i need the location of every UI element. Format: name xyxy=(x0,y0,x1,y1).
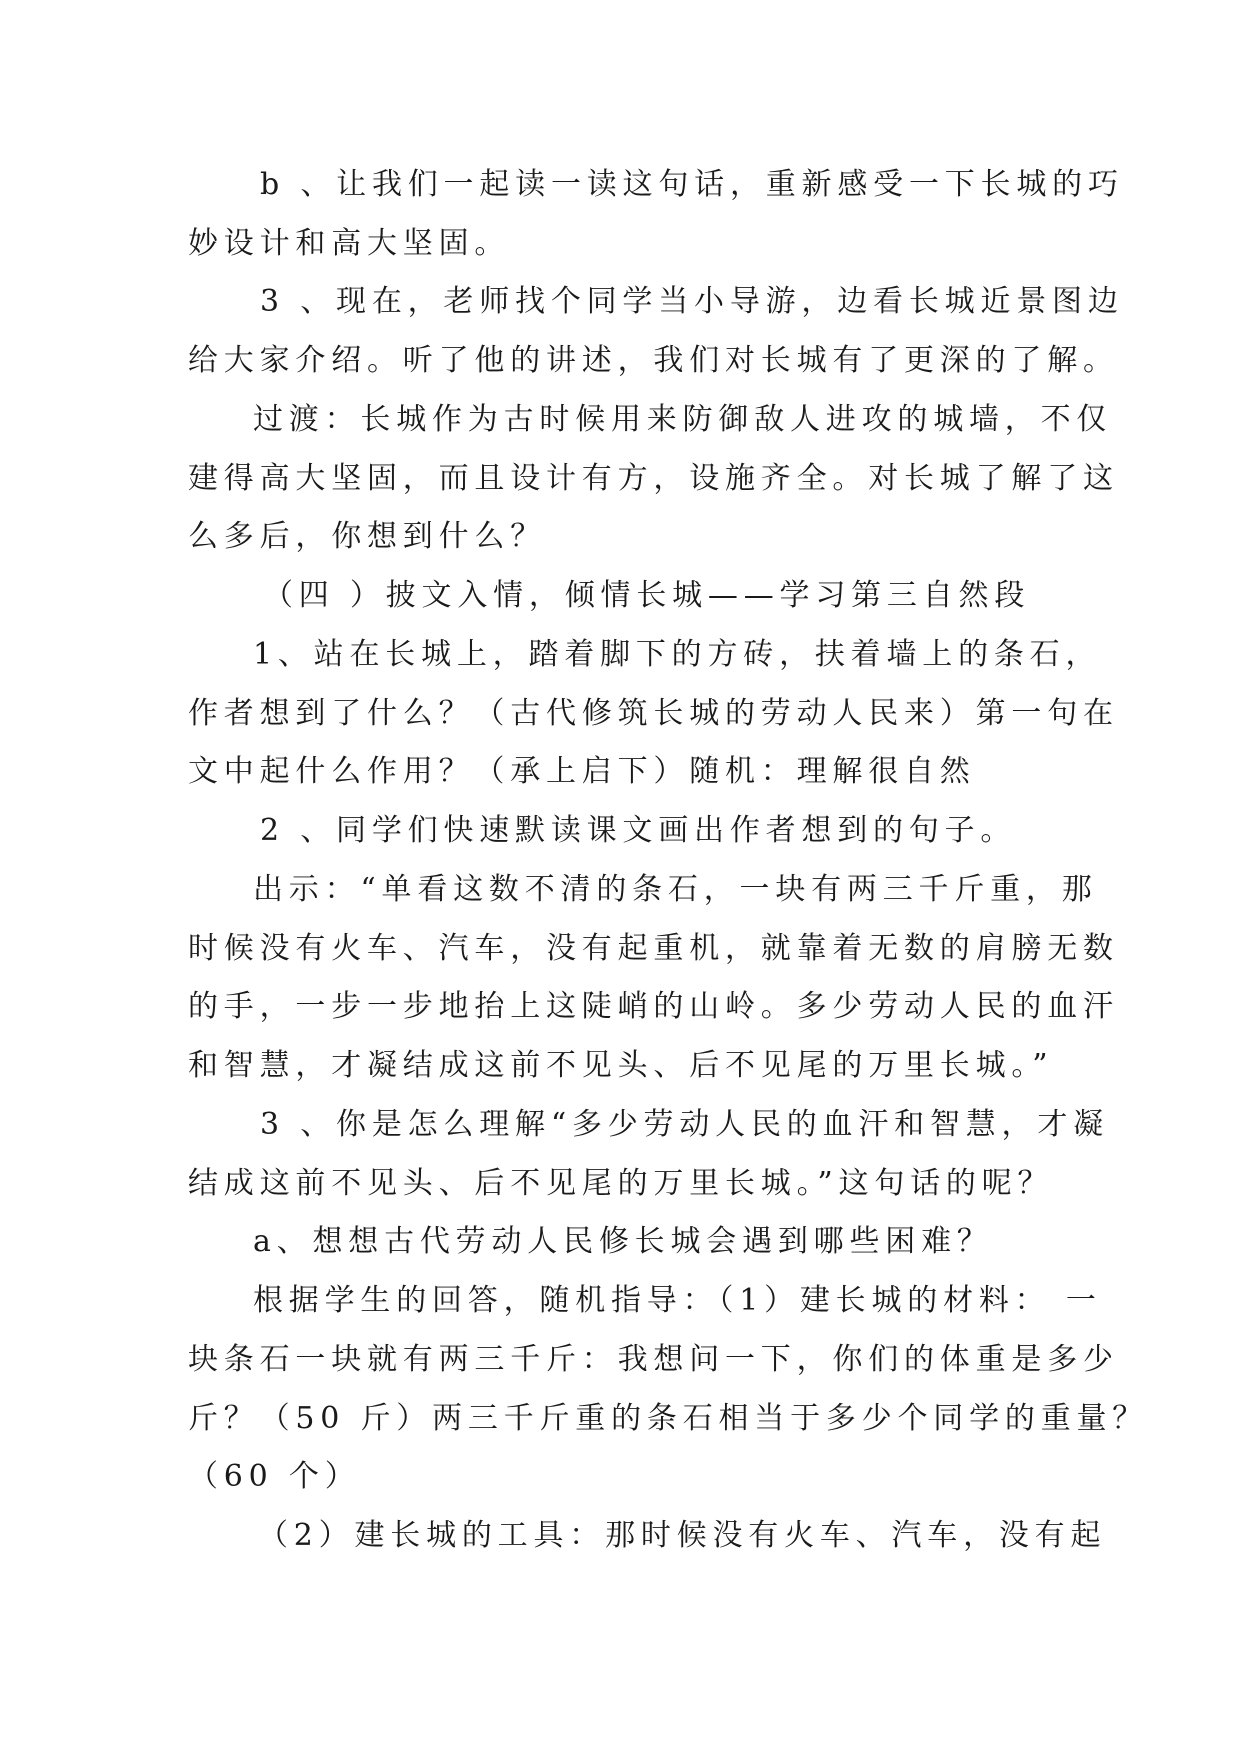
text-line: 3 、你是怎么理解“多少劳动人民的血汗和智慧，才凝 xyxy=(260,1107,1109,1142)
text-line: 2 、同学们快速默读课文画出作者想到的句子。 xyxy=(260,813,1017,848)
text-line: 和智慧，才凝结成这前不见头、后不见尾的万里长城。” xyxy=(188,1048,1054,1083)
text-line: 3 、现在，老师找个同学当小导游，边看长城近景图边 xyxy=(260,284,1124,319)
text-line: 过渡：长城作为古时候用来防御敌人进攻的城墙，不仅 xyxy=(253,402,1113,437)
text-line: 文中起什么作用？（承上启下）随机：理解很自然 xyxy=(188,754,976,789)
text-line: （60 个） xyxy=(188,1459,361,1494)
text-line: 作者想到了什么？（古代修筑长城的劳动人民来）第一句在 xyxy=(188,696,1119,731)
text-line: 1、站在长城上，踏着脚下的方砖，扶着墙上的条石， xyxy=(253,637,1102,672)
text-line: （2）建长城的工具：那时候没有火车、汽车，没有起 xyxy=(258,1518,1107,1553)
text-line: 给大家介绍。听了他的讲述，我们对长城有了更深的了解。 xyxy=(188,343,1119,378)
text-line: 妙设计和高大坚固。 xyxy=(188,226,511,261)
text-line: 时候没有火车、汽车，没有起重机，就靠着无数的肩膀无数 xyxy=(188,931,1119,966)
text-line: 建得高大坚固，而且设计有方，设施齐全。对长城了解了这 xyxy=(188,461,1119,496)
text-line: 么多后，你想到什么？ xyxy=(188,519,546,554)
section-heading: （四 ）披文入情，倾情长城——学习第三自然段 xyxy=(263,578,1031,613)
text-line: 出示：“单看这数不清的条石，一块有两三千斤重，那 xyxy=(253,872,1098,907)
text-line: 结成这前不见头、后不见尾的万里长城。”这句话的呢？ xyxy=(188,1166,1054,1201)
text-line: 块条石一块就有两三千斤：我想问一下，你们的体重是多少 xyxy=(188,1342,1119,1377)
text-line: 斤？（50 斤）两三千斤重的条石相当于多少个同学的重量？ xyxy=(188,1401,1149,1436)
text-line: a、想想古代劳动人民修长城会遇到哪些困难？ xyxy=(253,1224,993,1259)
text-line: b 、让我们一起读一读这句话，重新感受一下长城的巧 xyxy=(260,167,1124,202)
text-line: 根据学生的回答，随机指导：（1）建长城的材料： 一 xyxy=(253,1283,1102,1318)
text-line: 的手，一步一步地抬上这陡峭的山岭。多少劳动人民的血汗 xyxy=(188,989,1119,1024)
